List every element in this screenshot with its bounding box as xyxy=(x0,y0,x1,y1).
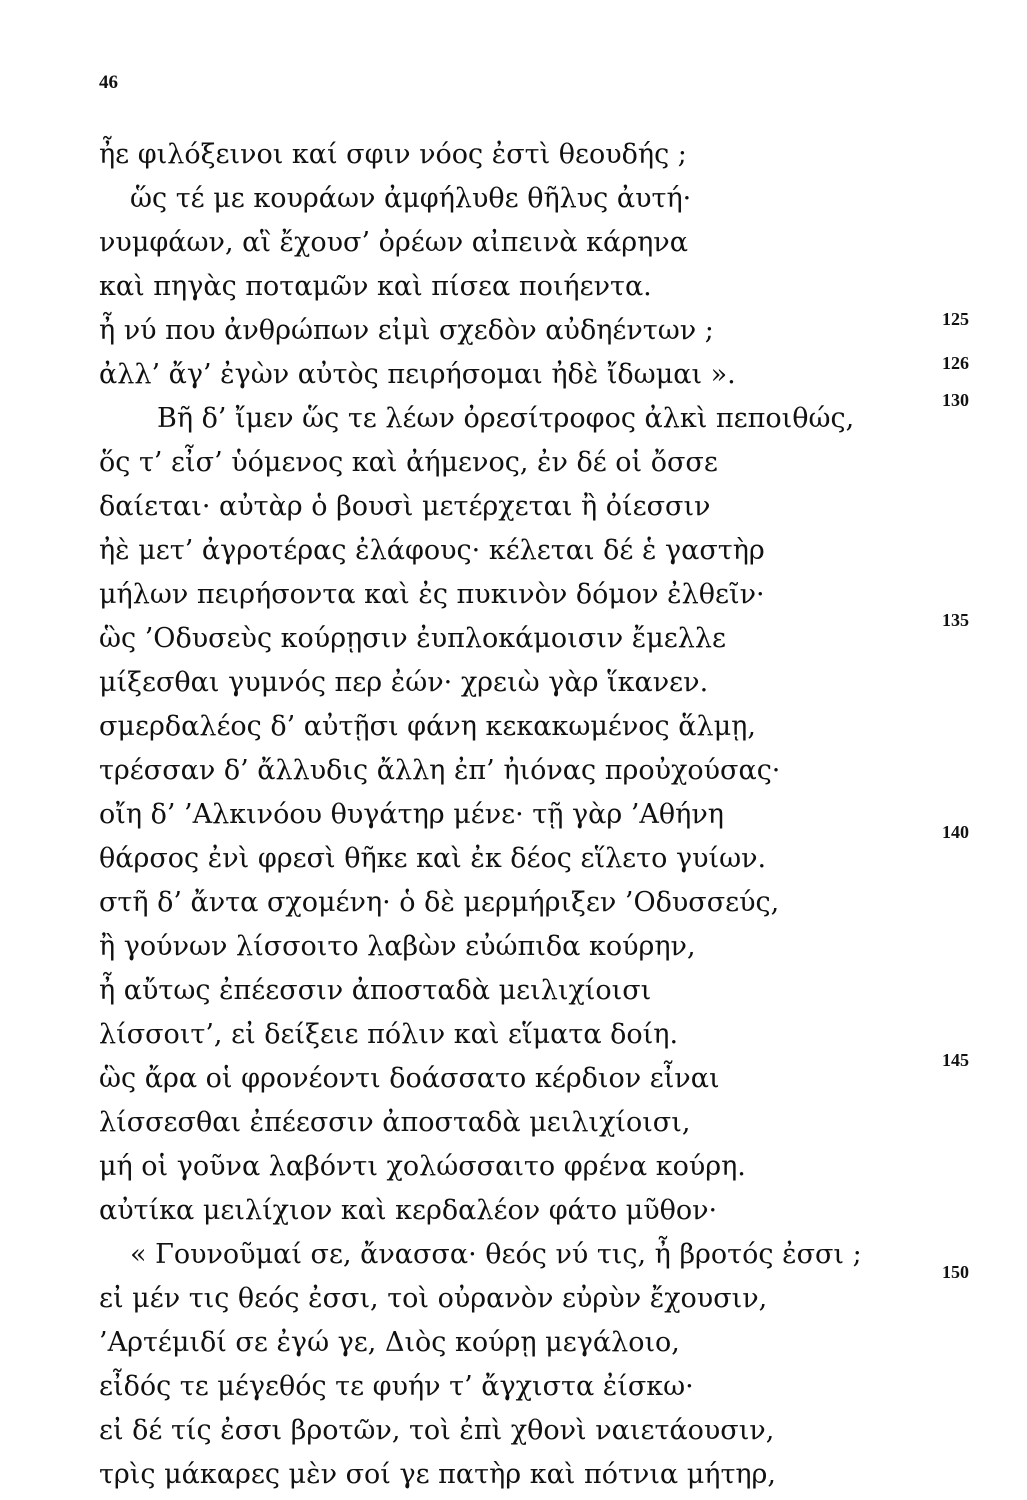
verse-line: θάρσος ἐνὶ φρεσὶ θῆκε καὶ ἐκ δέος εἵλετο γυίων. xyxy=(99,843,767,874)
verse-line: τρὶς μάκαρες μὲν σοί γε πατὴρ καὶ πότνια μήτηρ, xyxy=(99,1459,777,1490)
verse-line: ἢ γούνων λίσσοιτο λαβὼν εὐώπιδα κούρην, xyxy=(99,931,696,962)
verse-line: καὶ πηγὰς ποταμῶν καὶ πίσεα ποιήεντα. xyxy=(99,271,652,302)
verse-line: τρέσσαν δ’ ἄλλυδις ἄλλη ἐπ’ ἠιόνας προὐχούσας· xyxy=(99,755,781,786)
verse-line: εἶδός τε μέγεθός τε φυήν τ’ ἄγχιστα ἐίσκω· xyxy=(99,1371,694,1402)
verse-line: νυμφάων, αἳ ἔχουσ’ ὀρέων αἰπεινὰ κάρηνα xyxy=(99,227,688,258)
verse-line: ἦ νύ που ἀνθρώπων εἰμὶ σχεδὸν αὐδηέντων ; xyxy=(99,315,714,346)
verse-line: Βῆ δ’ ἴμεν ὥς τε λέων ὀρεσίτροφος ἀλκὶ πεποιθώς, xyxy=(157,403,855,434)
line-number: 145 xyxy=(942,1050,969,1070)
verse-line: μή οἱ γοῦνα λαβόντι χολώσσαιτο φρένα κούρη. xyxy=(99,1151,746,1182)
verse-line: « Γουνοῦμαί σε, ἄνασσα· θεός νύ τις, ἦ βροτός ἐσσι ; xyxy=(130,1239,862,1270)
line-number: 140 xyxy=(942,822,969,842)
verse-line: δαίεται· αὐτὰρ ὁ βουσὶ μετέρχεται ἢ ὀίεσσιν xyxy=(99,491,711,522)
verse-line: οἴη δ’ ’Αλκινόου θυγάτηρ μένε· τῇ γὰρ ’Αθήνη xyxy=(99,799,724,830)
verse-line: λίσσεσθαι ἐπέεσσιν ἀποσταδὰ μειλιχίοισι, xyxy=(99,1107,691,1138)
verse-line: ὅς τ’ εἶσ’ ὑόμενος καὶ ἀήμενος, ἐν δέ οἱ ὄσσε xyxy=(99,447,718,478)
verse-line: στῆ δ’ ἄντα σχομένη· ὁ δὲ μερμήριξεν ’Οδυσσεύς, xyxy=(99,887,780,918)
verse-line: ὥς τέ με κουράων ἀμφήλυθε θῆλυς ἀυτή· xyxy=(130,183,692,214)
verse-line: ὣς ’Οδυσεὺς κούρῃσιν ἐυπλοκάμοισιν ἔμελλε xyxy=(99,623,727,654)
verse-line: μήλων πειρήσοντα καὶ ἐς πυκινὸν δόμον ἐλθεῖν· xyxy=(99,579,765,610)
line-number: 125 xyxy=(942,309,969,329)
verse-line: ἦε φιλόξεινοι καί σφιν νόος ἐστὶ θεουδής ; xyxy=(99,139,687,170)
verse-line: ἠὲ μετ’ ἀγροτέρας ἐλάφους· κέλεται δέ ἑ γαστὴρ xyxy=(99,535,765,566)
page-number: 46 xyxy=(99,72,118,93)
verse-line: σμερδαλέος δ’ αὐτῇσι φάνη κεκακωμένος ἅλμῃ, xyxy=(99,711,756,742)
verse-line: ’Αρτέμιδί σε ἐγώ γε, Διὸς κούρῃ μεγάλοιο, xyxy=(99,1327,680,1358)
verse-line: εἰ μέν τις θεός ἐσσι, τοὶ οὐρανὸν εὐρὺν ἔχουσιν, xyxy=(99,1283,768,1314)
verse-line: ἦ αὔτως ἐπέεσσιν ἀποσταδὰ μειλιχίοισι xyxy=(99,975,652,1006)
line-number: 150 xyxy=(942,1262,969,1282)
line-number: 135 xyxy=(942,610,969,630)
line-number: 130 xyxy=(942,390,969,410)
verse-line: ὣς ἄρα οἱ φρονέοντι δοάσσατο κέρδιον εἶναι xyxy=(99,1063,720,1094)
verse-line: μίξεσθαι γυμνός περ ἐών· χρειὼ γὰρ ἵκανεν. xyxy=(99,667,709,698)
line-number: 126 xyxy=(942,353,969,373)
verse-line: ἀλλ’ ἄγ’ ἐγὼν αὐτὸς πειρήσομαι ἠδὲ ἴδωμαι ». xyxy=(99,359,736,390)
verse-line: εἰ δέ τίς ἐσσι βροτῶν, τοὶ ἐπὶ χθονὶ ναιετάουσιν, xyxy=(99,1415,775,1446)
verse-line: λίσσοιτ’, εἰ δείξειε πόλιν καὶ εἵματα δοίη. xyxy=(99,1019,679,1050)
verse-line: αὐτίκα μειλίχιον καὶ κερδαλέον φάτο μῦθον· xyxy=(99,1195,718,1226)
